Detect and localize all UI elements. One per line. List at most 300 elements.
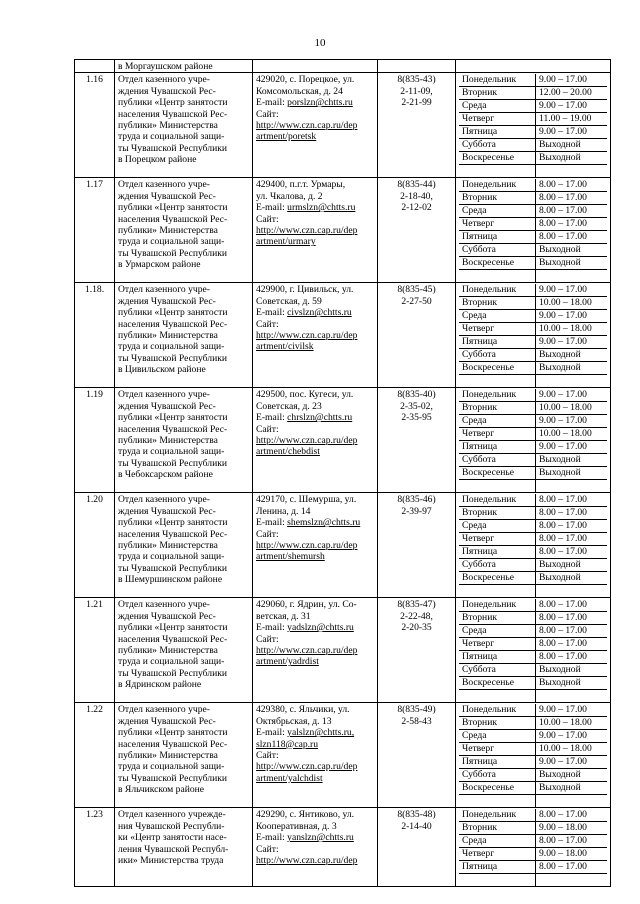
schedule-row: [459, 336, 607, 349]
schedule-row: [459, 152, 607, 165]
address-line: 429020, с. Порецкое, ул.: [256, 74, 355, 86]
phone-line: 8(835-44): [397, 179, 436, 191]
row-number: 1.20: [75, 493, 115, 598]
org-line: публики «Центр занятости: [118, 97, 228, 109]
contact-info: [253, 808, 378, 887]
address-line: 429500, пос. Кугеси, ул.: [256, 389, 354, 401]
schedule-day: Четверг: [459, 848, 536, 861]
schedule-day: Четверг: [459, 743, 536, 756]
email-label: E-mail:: [256, 517, 288, 529]
address-line: Ленина, д. 14: [256, 505, 311, 517]
phone-numbers: [378, 493, 456, 598]
schedule-day: Четверг: [459, 113, 536, 126]
schedule-row: [459, 310, 607, 323]
continuation-phone-cell: [378, 60, 456, 73]
schedule-table: [459, 494, 607, 597]
continuation-addr-cell: [253, 60, 378, 73]
schedule-time: Выходной: [536, 769, 608, 782]
schedule-row: [459, 467, 607, 480]
schedule-time: 9.00 – 17.00: [536, 415, 608, 428]
schedule-time: 9.00 – 17.00: [536, 756, 608, 769]
address-line: Советская, д. 59: [256, 295, 322, 307]
schedule-filler-time: [536, 165, 608, 178]
schedule-time: 11.00 – 19.00: [536, 113, 608, 126]
schedule-row: [459, 625, 607, 638]
email-link[interactable]: yadslzn@chtts.ru: [287, 622, 354, 634]
schedule-time: 8.00 – 17.00: [536, 179, 608, 192]
phone-line: 8(835-48): [397, 809, 436, 821]
organization-name: [115, 283, 253, 388]
schedule-time: 8.00 – 17.00: [536, 507, 608, 520]
org-line: Отдел казенного учре-: [118, 284, 210, 296]
address-line: ветская, д. 31: [256, 610, 311, 622]
org-line: ждения Чувашской Рес-: [118, 190, 216, 202]
schedule-time: 8.00 – 17.00: [536, 835, 608, 848]
address-line: 429060, г. Ядрин, ул. Со-: [256, 599, 357, 611]
org-line: в Шемуршинском районе: [118, 574, 223, 586]
schedule-time: 8.00 – 17.00: [536, 861, 608, 874]
schedule-row: [459, 717, 607, 730]
phone-line: 8(835-45): [397, 284, 436, 296]
site-link[interactable]: artment/poretsk: [256, 131, 317, 143]
schedule-row: [459, 612, 607, 625]
org-line: труда и социальной защи-: [118, 236, 225, 248]
schedule-day: Понедельник: [459, 494, 536, 507]
schedule-filler-time: [536, 480, 608, 493]
schedule-row: [459, 284, 607, 297]
org-line: в Урмарском районе: [118, 259, 201, 271]
schedule-day: Вторник: [459, 87, 536, 100]
org-line: ления Чувашской Республ-: [118, 843, 229, 855]
schedule-time: Выходной: [536, 139, 608, 152]
schedule-table: [459, 74, 607, 177]
email-label: E-mail:: [256, 832, 288, 844]
contact-info: [253, 598, 378, 703]
schedule-filler: [459, 375, 607, 388]
table-row: [75, 178, 611, 283]
phone-numbers: [378, 178, 456, 283]
schedule-row: [459, 100, 607, 113]
schedule-row: [459, 769, 607, 782]
schedule-row: [459, 572, 607, 585]
schedule-day: Понедельник: [459, 284, 536, 297]
org-line: в Цивильском районе: [118, 364, 206, 376]
schedule-filler-time: [536, 585, 608, 598]
phone-numbers: [378, 808, 456, 887]
schedule-row: [459, 520, 607, 533]
address-line: Кооперативная, д. 3: [256, 820, 337, 832]
site-link[interactable]: http://www.czn.cap.ru/dep: [256, 540, 358, 552]
org-line: труда и социальной защи-: [118, 131, 225, 143]
row-number: 1.17: [75, 178, 115, 283]
phone-numbers: [378, 283, 456, 388]
phone-line: 8(835-49): [397, 704, 436, 716]
schedule-day: Вторник: [459, 612, 536, 625]
org-line: Отдел казенного учре-: [118, 74, 210, 86]
schedule-day: Пятница: [459, 546, 536, 559]
schedule-row: [459, 192, 607, 205]
schedule-day: Суббота: [459, 349, 536, 362]
schedule-day: Понедельник: [459, 179, 536, 192]
org-line: в Яльчикском районе: [118, 784, 205, 796]
schedule-row: [459, 323, 607, 336]
schedule-day: Вторник: [459, 192, 536, 205]
schedule-filler-time: [536, 375, 608, 388]
schedule-row: [459, 257, 607, 270]
schedule-day: Понедельник: [459, 704, 536, 717]
schedule-table: [459, 179, 607, 282]
org-line: ждения Чувашской Рес-: [118, 715, 216, 727]
phone-line: 8(835-46): [397, 494, 436, 506]
org-line: публики» Министерства: [118, 435, 218, 447]
schedule-time: 8.00 – 17.00: [536, 612, 608, 625]
table-row: [75, 703, 611, 808]
schedule-day: Понедельник: [459, 599, 536, 612]
phone-line: 8(835-40): [397, 389, 436, 401]
org-line: ты Чувашской Республики: [118, 142, 228, 154]
schedule-day: Суббота: [459, 139, 536, 152]
email-link[interactable]: shemslzn@chtts.ru: [287, 517, 361, 529]
schedule-table: [459, 599, 607, 702]
org-line: населения Чувашской Рес-: [118, 528, 228, 540]
schedule-row: [459, 218, 607, 231]
org-line: публики» Министерства: [118, 330, 218, 342]
schedule-day: Воскресенье: [459, 152, 536, 165]
org-line: публики» Министерства: [118, 540, 218, 552]
schedule-day: Воскресенье: [459, 677, 536, 690]
org-line: в Порецком районе: [118, 154, 197, 166]
site-label: Сайт:: [256, 528, 279, 540]
email-line: [256, 307, 374, 318]
schedule-row: [459, 74, 607, 87]
org-line: труда и социальной защи-: [118, 551, 225, 563]
org-line: публики «Центр занятости: [118, 307, 228, 319]
site-link[interactable]: artment/yalchdist: [256, 772, 323, 784]
schedule-time: 8.00 – 17.00: [536, 231, 608, 244]
schedule-time: 9.00 – 17.00: [536, 100, 608, 113]
schedule-filler-day: [459, 375, 536, 388]
schedule-row: [459, 428, 607, 441]
schedule-row: [459, 113, 607, 126]
contact-info: [253, 178, 378, 283]
site-link[interactable]: artment/chebdist: [256, 446, 320, 458]
work-schedule: [456, 283, 611, 388]
schedule-row: [459, 389, 607, 402]
schedule-day: Четверг: [459, 638, 536, 651]
schedule-table: [459, 284, 607, 387]
schedule-time: 9.00 – 17.00: [536, 441, 608, 454]
schedule-day: Вторник: [459, 402, 536, 415]
schedule-time: 9.00 – 17.00: [536, 74, 608, 87]
work-schedule: [456, 598, 611, 703]
site-label: Сайт:: [256, 108, 279, 120]
org-line: ты Чувашской Республики: [118, 772, 228, 784]
org-line: публики» Министерства: [118, 645, 218, 657]
address-line: 429290, с. Янтиково, ул.: [256, 809, 355, 821]
schedule-time: 8.00 – 17.00: [536, 218, 608, 231]
schedule-day: Пятница: [459, 231, 536, 244]
site-link[interactable]: artment/urmary: [256, 236, 316, 248]
org-line: ты Чувашской Республики: [118, 352, 228, 364]
site-link[interactable]: artment/civilsk: [256, 341, 314, 353]
schedule-time: 9.00 – 18.00: [536, 848, 608, 861]
address-line: Комсомольская, д. 24: [256, 85, 343, 97]
schedule-day: Вторник: [459, 507, 536, 520]
schedule-time: Выходной: [536, 664, 608, 677]
email-link[interactable]: urmslzn@chtts.ru: [287, 202, 356, 214]
email-link[interactable]: yanslzn@chtts.ru: [287, 832, 354, 844]
schedule-time: Выходной: [536, 349, 608, 362]
schedule-time: Выходной: [536, 677, 608, 690]
schedule-day: Воскресенье: [459, 257, 536, 270]
org-line: Отдел казенного учрежде-: [118, 809, 226, 821]
org-line: публики» Министерства: [118, 120, 218, 132]
schedule-row: [459, 704, 607, 717]
schedule-day: Суббота: [459, 559, 536, 572]
contact-info: [253, 493, 378, 598]
schedule-row: [459, 743, 607, 756]
phone-line: 2-27-50: [401, 295, 432, 307]
schedule-row: [459, 848, 607, 861]
org-line: ждения Чувашской Рес-: [118, 610, 216, 622]
schedule-table: [459, 389, 607, 492]
schedule-row: [459, 231, 607, 244]
schedule-day: Суббота: [459, 244, 536, 257]
email-line: [256, 97, 374, 108]
schedule-time: 8.00 – 17.00: [536, 546, 608, 559]
schedule-day: Среда: [459, 100, 536, 113]
organization-name: [115, 808, 253, 887]
schedule-row: [459, 415, 607, 428]
site-label: Сайт:: [256, 213, 279, 225]
schedule-day: Среда: [459, 205, 536, 218]
site-link[interactable]: http://www.czn.cap.ru/dep: [256, 225, 358, 237]
email-label: E-mail:: [256, 412, 288, 424]
org-line: ты Чувашской Республики: [118, 457, 228, 469]
email-label: E-mail:: [256, 97, 288, 109]
schedule-row: [459, 533, 607, 546]
schedule-day: Среда: [459, 310, 536, 323]
row-number: 1.22: [75, 703, 115, 808]
site-label: Сайт:: [256, 423, 279, 435]
schedule-filler: [459, 795, 607, 808]
schedule-row: [459, 822, 607, 835]
site-link[interactable]: http://www.czn.cap.ru/dep: [256, 330, 358, 342]
organization-name: [115, 703, 253, 808]
site-link[interactable]: http://www.czn.cap.ru/dep: [256, 120, 358, 132]
org-line: труда и социальной защи-: [118, 341, 225, 353]
schedule-day: Суббота: [459, 769, 536, 782]
org-line: Отдел казенного учре-: [118, 179, 210, 191]
schedule-filler: [459, 585, 607, 598]
schedule-time: Выходной: [536, 244, 608, 257]
page-number: 10: [314, 37, 326, 49]
schedule-day: Пятница: [459, 756, 536, 769]
schedule-row: [459, 782, 607, 795]
schedule-time: Выходной: [536, 467, 608, 480]
row-number: 1.18.: [75, 283, 115, 388]
schedule-row: [459, 861, 607, 874]
contact-info: [253, 388, 378, 493]
work-schedule: [456, 808, 611, 887]
schedule-day: Среда: [459, 520, 536, 533]
email-link[interactable]: civslzn@chtts.ru: [287, 307, 352, 319]
phone-line: 2-58-43: [401, 715, 432, 727]
schedule-day: Четверг: [459, 428, 536, 441]
schedule-time: Выходной: [536, 559, 608, 572]
schedule-row: [459, 664, 607, 677]
schedule-row: [459, 730, 607, 743]
schedule-row: [459, 809, 607, 822]
org-line: населения Чувашской Рес-: [118, 738, 228, 750]
phone-numbers: [378, 73, 456, 178]
phone-numbers: [378, 703, 456, 808]
schedule-time: 8.00 – 17.00: [536, 625, 608, 638]
organization-name: [115, 73, 253, 178]
email-link[interactable]: chrslzn@chtts.ru: [287, 412, 353, 424]
schedule-filler: [459, 270, 607, 283]
org-line: населения Чувашской Рес-: [118, 633, 228, 645]
schedule-time: 8.00 – 17.00: [536, 638, 608, 651]
schedule-row: [459, 454, 607, 467]
schedule-time: 8.00 – 17.00: [536, 533, 608, 546]
schedule-row: [459, 402, 607, 415]
org-line: ждения Чувашской Рес-: [118, 85, 216, 97]
org-line: ждения Чувашской Рес-: [118, 295, 216, 307]
row-number: 1.19: [75, 388, 115, 493]
schedule-row: [459, 87, 607, 100]
schedule-day: Четверг: [459, 533, 536, 546]
schedule-day: Понедельник: [459, 809, 536, 822]
org-line: населения Чувашской Рес-: [118, 423, 228, 435]
org-line: публики «Центр занятости: [118, 412, 228, 424]
table-row: [75, 73, 611, 178]
org-line: ты Чувашской Республики: [118, 562, 228, 574]
schedule-row: [459, 244, 607, 257]
schedule-table: [459, 809, 607, 886]
schedule-filler-time: [536, 795, 608, 808]
schedule-row: [459, 126, 607, 139]
site-link[interactable]: artment/shemursh: [256, 551, 325, 563]
schedule-time: 8.00 – 17.00: [536, 809, 608, 822]
phone-line: 8(835-47): [397, 599, 436, 611]
email-line: [256, 412, 374, 423]
site-link[interactable]: http://www.czn.cap.ru/dep: [256, 761, 358, 773]
schedule-time: 10.00 – 18.00: [536, 402, 608, 415]
schedule-time: 10.00 – 18.00: [536, 717, 608, 730]
schedule-day: Воскресенье: [459, 782, 536, 795]
schedule-day: Суббота: [459, 454, 536, 467]
phone-line: 2-14-40: [401, 820, 432, 832]
row-number: 1.16: [75, 73, 115, 178]
site-link[interactable]: http://www.czn.cap.ru/dep: [256, 855, 358, 867]
schedule-time: 9.00 – 17.00: [536, 730, 608, 743]
email-link[interactable]: porslzn@chtts.ru: [287, 97, 353, 109]
phone-line: 2-20-35: [401, 622, 432, 634]
schedule-row: [459, 677, 607, 690]
schedule-day: Воскресенье: [459, 572, 536, 585]
work-schedule: [456, 703, 611, 808]
site-link[interactable]: artment/yadrdist: [256, 656, 319, 668]
schedule-row: [459, 546, 607, 559]
schedule-row: [459, 756, 607, 769]
email-link[interactable]: yalslzn@chtts.ru,: [287, 727, 355, 739]
schedule-time: Выходной: [536, 454, 608, 467]
org-line: ки «Центр занятости насе-: [118, 832, 227, 844]
schedule-day: Воскресенье: [459, 362, 536, 375]
email-line: [256, 517, 374, 528]
schedule-filler-time: [536, 874, 608, 887]
schedule-day: Среда: [459, 730, 536, 743]
organization-name: [115, 178, 253, 283]
schedule-filler: [459, 480, 607, 493]
org-line: Отдел казенного учре-: [118, 389, 210, 401]
schedule-row: [459, 599, 607, 612]
schedule-day: Среда: [459, 835, 536, 848]
org-line: населения Чувашской Рес-: [118, 213, 228, 225]
schedule-filler-time: [536, 690, 608, 703]
org-line: в Ядринском районе: [118, 679, 202, 691]
address-line: 429170, с. Шемурша, ул.: [256, 494, 357, 506]
contact-info: [253, 283, 378, 388]
email-link[interactable]: slzn118@cap.ru: [256, 738, 319, 750]
schedule-day: Среда: [459, 625, 536, 638]
schedule-filler-day: [459, 165, 536, 178]
site-label: Сайт:: [256, 633, 279, 645]
address-line: 429380, с. Яльчики, ул.: [256, 704, 350, 716]
contact-info: [253, 703, 378, 808]
email-line: [256, 832, 374, 843]
schedule-day: Пятница: [459, 861, 536, 874]
schedule-day: Пятница: [459, 651, 536, 664]
email-label: E-mail:: [256, 202, 288, 214]
schedule-row: [459, 651, 607, 664]
org-line: Отдел казенного учре-: [118, 494, 210, 506]
continuation-org-text: в Моргаушском районе: [118, 61, 213, 72]
schedule-row: [459, 349, 607, 362]
work-schedule: [456, 493, 611, 598]
site-link[interactable]: http://www.czn.cap.ru/dep: [256, 435, 358, 447]
site-label: Сайт:: [256, 318, 279, 330]
schedule-filler-day: [459, 480, 536, 493]
site-link[interactable]: http://www.czn.cap.ru/dep: [256, 645, 358, 657]
schedule-row: [459, 507, 607, 520]
work-schedule: [456, 388, 611, 493]
schedule-day: Четверг: [459, 323, 536, 336]
organization-name: [115, 493, 253, 598]
org-line: публики «Центр занятости: [118, 622, 228, 634]
site-label: Сайт:: [256, 843, 279, 855]
schedule-time: 8.00 – 17.00: [536, 494, 608, 507]
schedule-row: [459, 494, 607, 507]
schedule-time: 9.00 – 17.00: [536, 704, 608, 717]
contact-info: [253, 73, 378, 178]
org-line: труда и социальной защи-: [118, 761, 225, 773]
org-line: Отдел казенного учре-: [118, 704, 210, 716]
schedule-time: 8.00 – 17.00: [536, 192, 608, 205]
address-line: 429900, г. Цивильск, ул.: [256, 284, 354, 296]
schedule-filler-day: [459, 795, 536, 808]
schedule-day: Понедельник: [459, 389, 536, 402]
email-label: E-mail:: [256, 307, 288, 319]
schedule-day: Пятница: [459, 441, 536, 454]
schedule-time: 9.00 – 17.00: [536, 126, 608, 139]
org-line: населения Чувашской Рес-: [118, 318, 228, 330]
schedule-row: [459, 139, 607, 152]
schedule-row: [459, 559, 607, 572]
email-label: E-mail:: [256, 622, 288, 634]
continuation-schedule-cell: [456, 60, 611, 73]
